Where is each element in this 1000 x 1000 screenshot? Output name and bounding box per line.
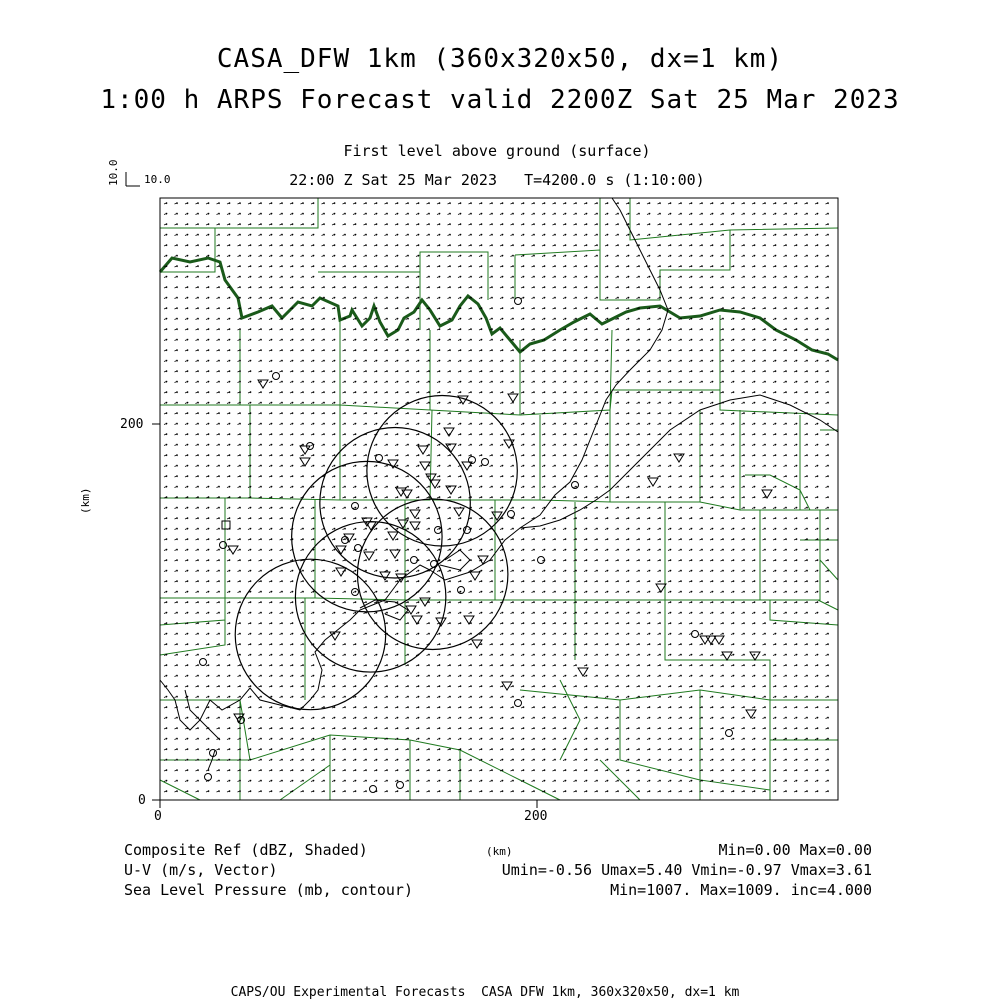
legend-composite-ref: Composite Ref (dBZ, Shaded) bbox=[124, 841, 368, 859]
county-boundaries bbox=[160, 198, 838, 800]
title-line-1: CASA_DFW 1km (360x320x50, dx=1 km) bbox=[216, 44, 784, 74]
station-symbols bbox=[200, 298, 773, 793]
rivers bbox=[160, 198, 838, 770]
subtitle-level: First level above ground (surface) bbox=[343, 142, 651, 160]
footer-credit: CAPS/OU Experimental Forecasts CASA DFW 1km, 360x320x50, dx=1 km bbox=[230, 985, 740, 1000]
legend-uv-minmax: Umin=-0.56 Umax=5.40 Vmin=-0.97 Vmax=3.61 bbox=[501, 861, 872, 879]
subtitle-time: 22:00 Z Sat 25 Mar 2023 T=4200.0 s (1:10:00) bbox=[289, 171, 705, 189]
legend-ref-minmax: Min=0.00 Max=0.00 bbox=[718, 841, 872, 859]
y-tick-0: 0 bbox=[138, 793, 146, 808]
radar-range-ring bbox=[320, 428, 470, 579]
legend-slp: Sea Level Pressure (mb, contour) bbox=[124, 881, 413, 899]
wind-vectors bbox=[164, 203, 829, 792]
x-tick-0: 0 bbox=[154, 809, 162, 824]
wind-vector-field bbox=[164, 203, 829, 792]
y-axis-label: (km) bbox=[79, 487, 92, 514]
legend-slp-minmax: Min=1007. Max=1009. inc=4.000 bbox=[610, 881, 872, 899]
x-axis-label: (km) bbox=[486, 845, 513, 858]
title-line-2: 1:00 h ARPS Forecast valid 2200Z Sat 25 Mar 2023 bbox=[100, 85, 900, 115]
vector-key-vertical-label: 10.0 bbox=[107, 159, 120, 186]
legend-uv: U-V (m/s, Vector) bbox=[124, 861, 278, 879]
y-tick-200: 200 bbox=[120, 417, 144, 432]
vector-key-horizontal-label: 10.0 bbox=[144, 173, 171, 186]
radar-range-rings bbox=[235, 396, 517, 710]
red-river-boundary bbox=[160, 258, 838, 360]
radar-range-ring bbox=[235, 559, 385, 710]
x-tick-200: 200 bbox=[524, 809, 548, 824]
